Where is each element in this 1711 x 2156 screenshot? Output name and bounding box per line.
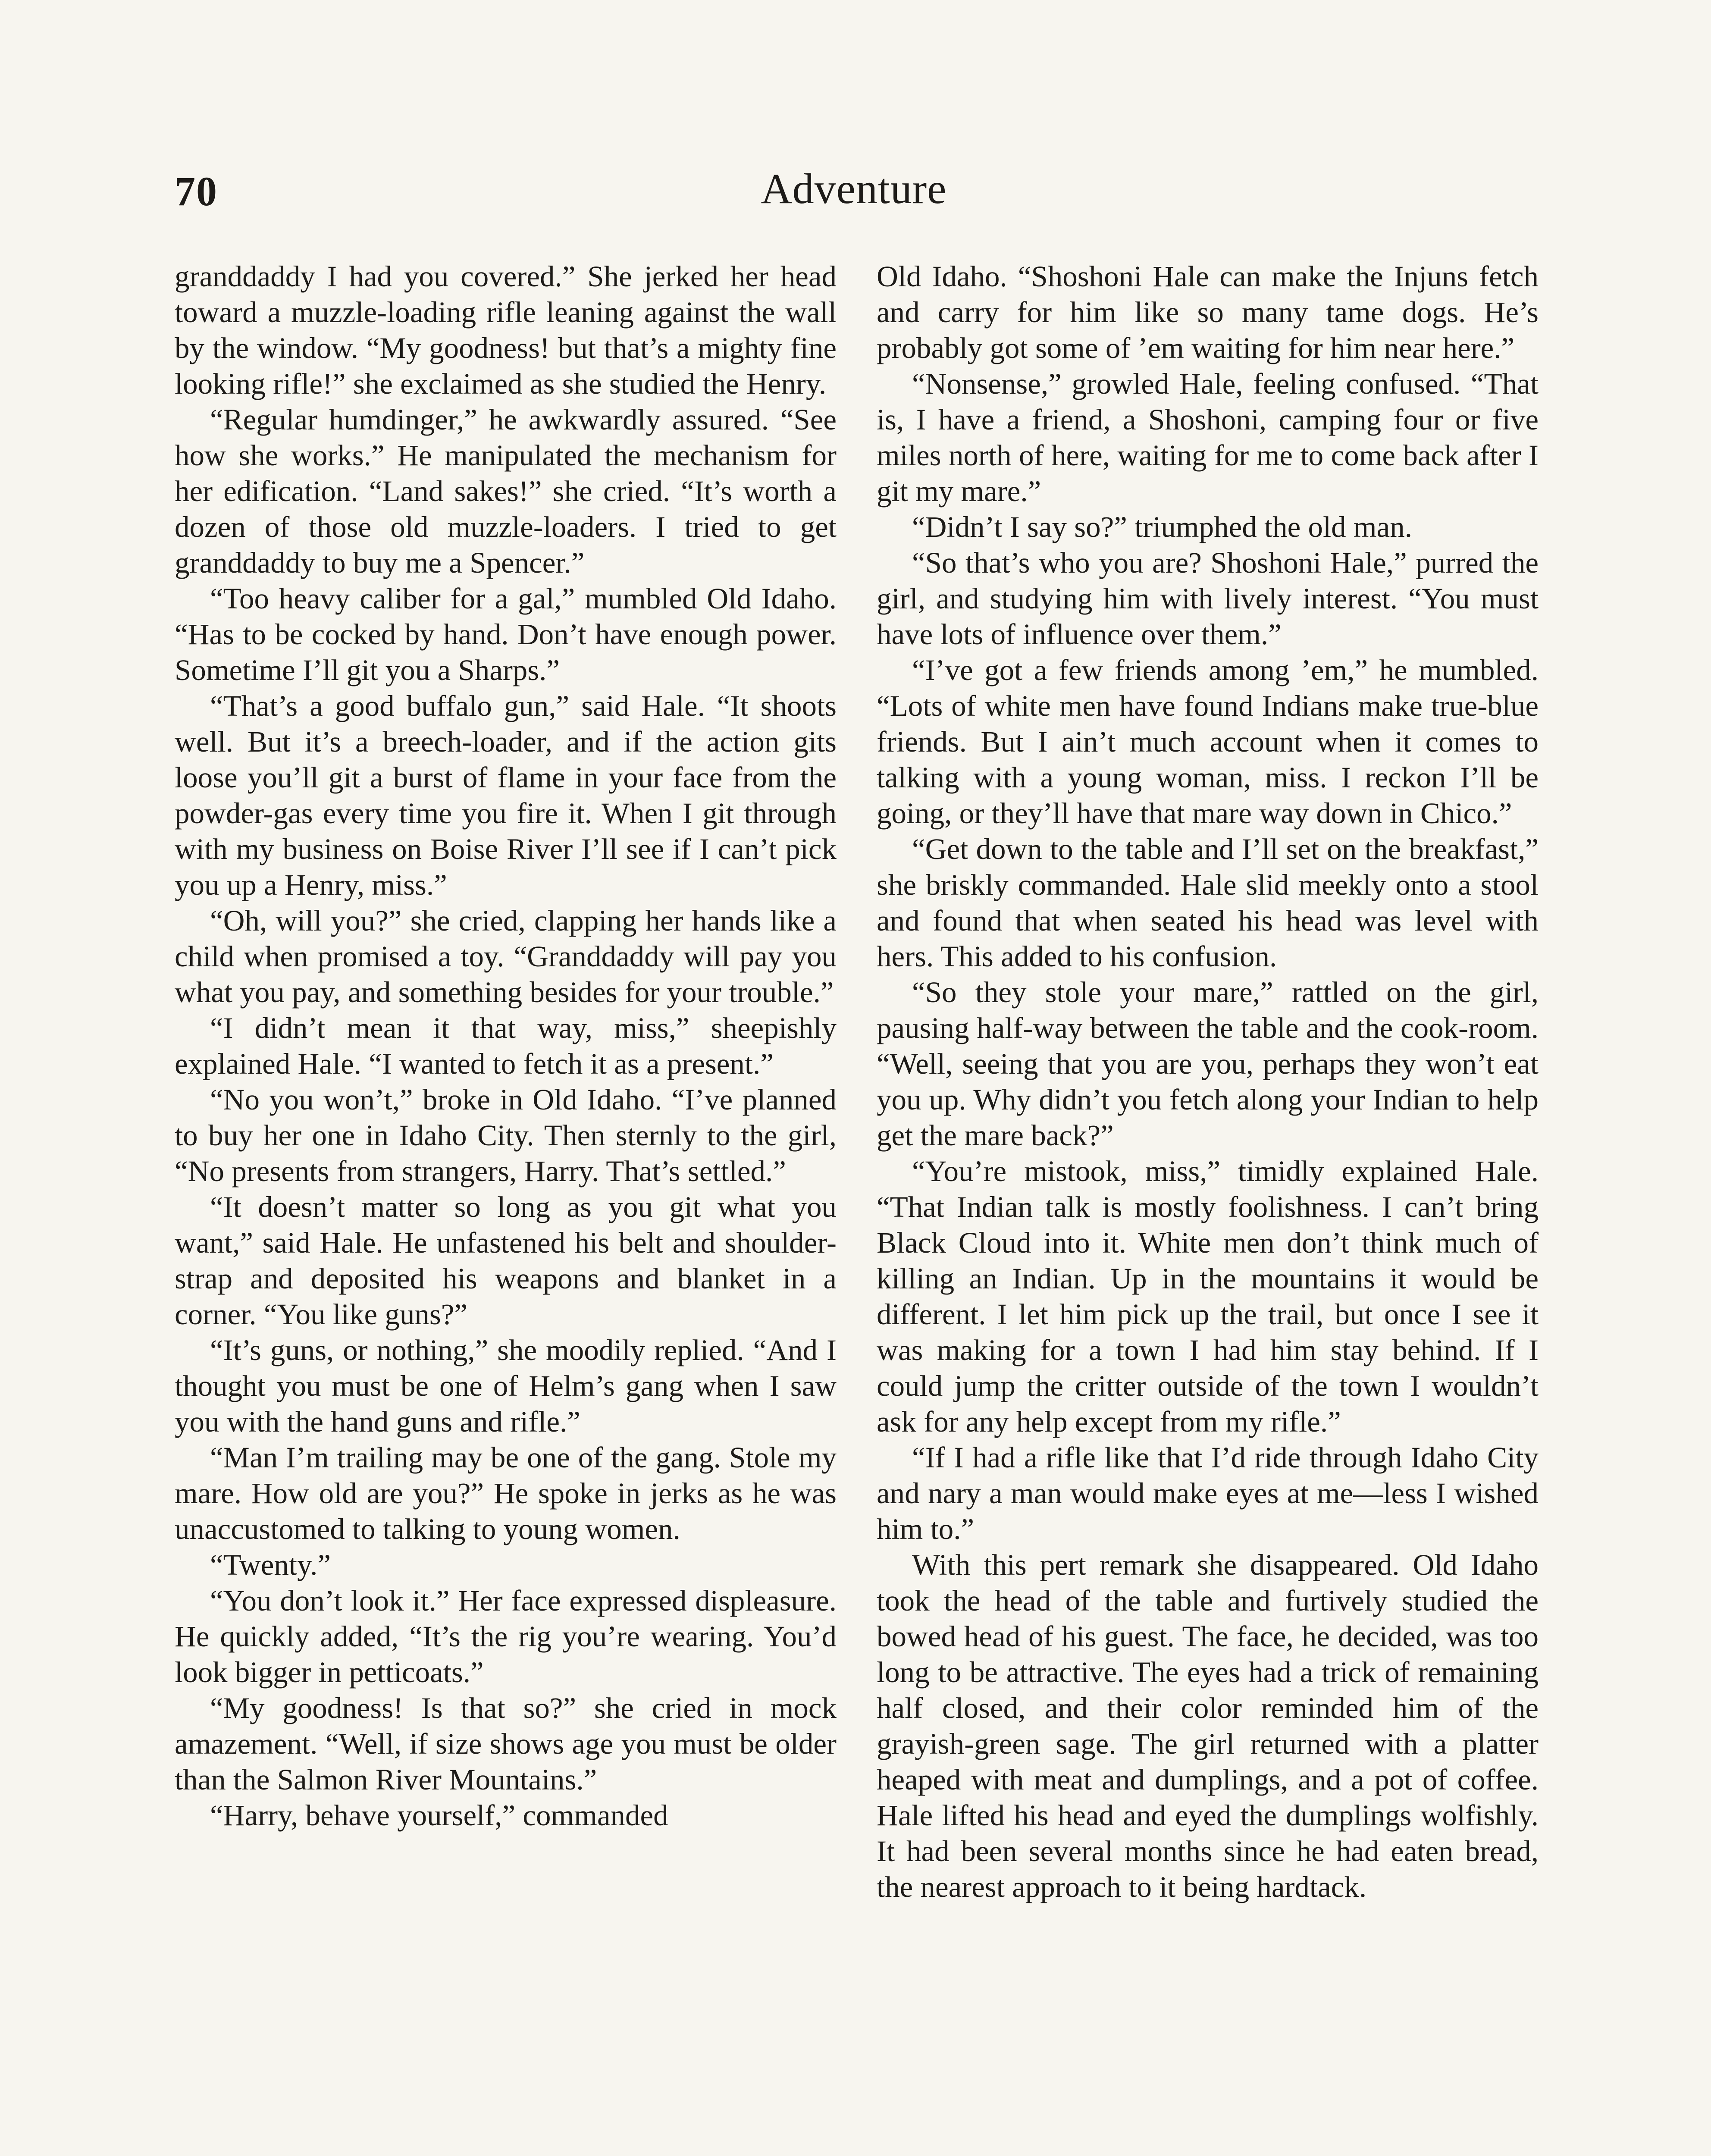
right-column [877, 259, 1539, 1905]
paragraph: “It doesn’t matter so long as you git what you want,” said Hale. He unfastened his belt and shoulder-strap and deposited his weapons and blanket in a corner. “You like guns?” [175, 1191, 837, 1331]
paragraph: “I’ve got a few friends among ’em,” he mumbled. “Lots of white men have found Indians make true-blue friends. But I ain’t much account when it comes to talking with a young woman, miss. I reckon I’ll be going, or they’ll have that mare way down in Chico.” [877, 654, 1539, 830]
paragraph: “Get down to the table and I’ll set on the breakfast,” she briskly commanded. Hale slid meekly onto a stool and found that when seated his head was level with hers. This added to his confusion. [877, 833, 1539, 973]
paragraph: “It’s guns, or nothing,” she moodily replied. “And I thought you must be one of Helm’s gang when I saw you with the hand guns and rifle.” [175, 1334, 837, 1438]
paragraph: “I didn’t mean it that way, miss,” sheepishly explained Hale. “I wanted to fetch it as a present.” [175, 1012, 837, 1080]
paragraph: “If I had a rifle like that I’d ride through Idaho City and nary a man would make eyes at me—less I wished him to.” [877, 1441, 1539, 1545]
paragraph: “Oh, will you?” she cried, clapping her hands like a child when promised a toy. “Granddaddy will pay you what you pay, and something besides for your trouble.” [175, 904, 837, 1009]
paragraph: “That’s a good buffalo gun,” said Hale. “It shoots well. But it’s a breech-loader, and if the action gits loose you’ll git a burst of flame in your face from the powder-gas every time you fire it. When I git through with my business on Boise River I’ll see if I can’t pick you up a Henry, miss.” [175, 689, 837, 901]
paragraph: “Nonsense,” growled Hale, feeling confused. “That is, I have a friend, a Shoshoni, camping four or five miles north of here, waiting for me to come back after I git my mare.” [877, 367, 1539, 508]
paragraph: “Man I’m trailing may be one of the gang. Stole my mare. How old are you?” He spoke in jerks as he was unaccustomed to talking to young women. [175, 1441, 837, 1545]
paragraph: “Didn’t I say so?” triumphed the old man. [912, 511, 1412, 543]
running-title: Adventure [761, 165, 947, 213]
paragraph: “So they stole your mare,” rattled on the girl, pausing half-way between the table and the cook-room. “Well, seeing that you are you, perhaps they won’t eat you up. Why didn’t you fetch along your Indian to help get the mare back?” [877, 976, 1539, 1152]
paragraph: “Harry, behave yourself,” commanded [210, 1799, 668, 1832]
paragraph: “You’re mistook, miss,” timidly explained Hale. “That Indian talk is mostly foolishness. I can’t bring Black Cloud into it. White men don’t think much of killing an Indian. Up in the mountains it would be different. I let him pick up the trail, but once I see it was making for a town I had him stay behind. If I could jump the critter outside of the town I wouldn’t ask for any help except from my rifle.” [877, 1155, 1539, 1438]
paragraph: “No you won’t,” broke in Old Idaho. “I’ve planned to buy her one in Idaho City. Then sternly to the girl, “No presents from strangers, Harry. That’s settled.” [175, 1083, 837, 1188]
left-column [175, 259, 837, 1833]
page-number: 70 [175, 168, 218, 214]
paragraph: “Too heavy caliber for a gal,” mumbled Old Idaho. “Has to be cocked by hand. Don’t have enough power. Sometime I’ll git you a Sharps.” [175, 582, 837, 686]
paragraph: granddaddy I had you covered.” She jerked her head toward a muzzle-loading rifle leaning against the wall by the window. “My goodness! but that’s a mighty fine looking rifle!” she exclaimed as she studied the Henry. [175, 260, 837, 400]
paragraph: “Twenty.” [210, 1548, 331, 1581]
paragraph: “Regular humdinger,” he awkwardly assured. “See how she works.” He manipulated the mechanism for her edification. “Land sakes!” she cried. “It’s worth a dozen of those old muzzle-loaders. I tried to get granddaddy to buy me a Spencer.” [175, 403, 837, 579]
paragraph: With this pert remark she disappeared. Old Idaho took the head of the table and furtively studied the bowed head of his guest. The face, he decided, was too long to be attractive. The eyes had a trick of remaining half closed, and their color reminded him of the grayish-green sage. The girl returned with a platter heaped with meat and dumplings, and a pot of coffee. Hale lifted his head and eyed the dumplings wolfishly. It had been several months since he had eaten bread, the nearest approach to it being hardtack. [877, 1548, 1539, 1903]
paragraph: Old Idaho. “Shoshoni Hale can make the Injuns fetch and carry for him like so many tame dogs. He’s probably got some of ’em waiting for him near here.” [877, 260, 1539, 364]
paragraph: “So that’s who you are? Shoshoni Hale,” purred the girl, and studying him with lively interest. “You must have lots of influence over them.” [877, 546, 1539, 651]
paragraph: “You don’t look it.” Her face expressed displeasure. He quickly added, “It’s the rig you’re wearing. You’d look bigger in petticoats.” [175, 1584, 837, 1689]
paragraph: “My goodness! Is that so?” she cried in mock amazement. “Well, if size shows age you must be older than the Salmon River Mountains.” [175, 1692, 837, 1796]
page-header [175, 160, 1533, 224]
